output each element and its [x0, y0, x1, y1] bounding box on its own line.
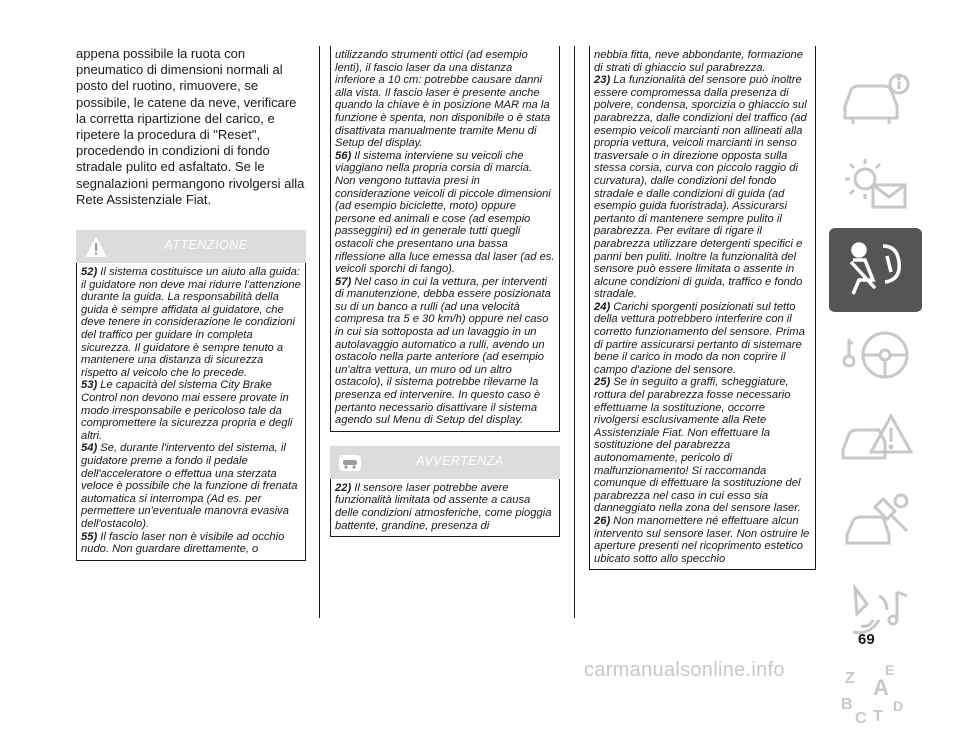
attenzione-box-continued	[330, 46, 560, 432]
note-text: Non manomettere né effettuare alcun intervento sul sensore laser. Non ostruire le aperture presenti nel ricoprimento estetico ubicato sotto allo specchio	[594, 514, 810, 565]
note-paragraph	[335, 482, 555, 532]
tab-emergency[interactable]	[829, 398, 922, 483]
page-number: 69	[858, 631, 875, 648]
multimedia-icon	[839, 576, 913, 642]
column-2	[330, 46, 560, 537]
note-text: Se in seguito a graffi, scheggiature, rottura del parabrezza fosse necessario effettuarne la sostituzione, occorre rivolgersi esclusivamente alla Rete Assistenziale Fiat. Non effettuare la sostituzione del parabrezza autonomamente, pericolo di malfunzionamento! Si raccomanda comunque di effettuare la sostituzione del parabrezza nel caso in cui esso sia danneggiato nella zona del sensore laser.	[594, 376, 801, 515]
note-text: Il sensore laser potrebbe avere funzionalità limitata od assente a causa delle condizioni atmosferiche, come pioggia battente, grandine, presenza di	[335, 481, 552, 532]
avvertenza-box	[330, 479, 560, 537]
note-paragraph	[81, 379, 301, 442]
note-paragraph	[81, 442, 301, 530]
note-text: Nel caso in cui la vettura, per interventi di manutenzione, debba essere posizionata su di un banco a rulli (ad una velocità compresa tra 5 e 30 km/h) oppure nel caso in cui sia sottoposta ad un lavaggio in un autolavaggio automatico a rulli, avendo un ostacolo nella parte anteriore (ad esempio un'altra vettura, un muro od un altro ostacolo), il sistema potrebbe rilevarne la presenza ed intervenire. In questo caso è pertanto necessario disattivare il sistema agendo sul Menu di Setup del display.	[335, 275, 551, 427]
note-paragraph	[81, 266, 301, 379]
note-text: nebbia fitta, neve abbondante, formazione di strati di ghiaccio sul parabrezza.	[594, 49, 803, 74]
index-letter: E	[885, 662, 895, 678]
note-number: 57)	[335, 275, 352, 288]
note-number: 55)	[81, 530, 98, 543]
column-divider	[574, 46, 575, 618]
index-letter: D	[893, 698, 904, 714]
index-letter: C	[855, 710, 867, 727]
avvertenza-box-continued	[589, 46, 816, 570]
tab-index[interactable]	[829, 653, 922, 737]
note-text: La funzionalità del sensore può inoltre essere compromessa dalla presenza di polvere, condensa, sporcizia o ghiaccio sul parabrezza, dalle condizioni del traffico (ad esempio veicoli marcianti non allineati alla propria vettura, veicoli marcianti in senso trasversale o in direzione opposta sulla stessa corsia, curva con piccolo raggio di curvatura), dalle condizioni del fondo stradale e dalle condizioni di guida (ad esempio guida fuoristrada). Assicurarsi pertanto di mantenere sempre pulito il parabrezza. Per evitare di rigare il parabrezza utilizzare detergenti specifici e panni ben puliti. Inoltre la funzionalità del sensore può essere limitata o assente in alcune condizioni di guida, traffico e fondo stradale.	[594, 74, 807, 301]
warning-lights-icon	[839, 151, 913, 217]
tab-car-info[interactable]	[829, 58, 922, 143]
attenzione-banner	[76, 230, 306, 263]
note-text: Il sistema interviene su veicoli che viaggiano nella propria corsia di marcia. Non vengono tuttavia presi in considerazione veicoli di piccole dimensioni (ad esempio biciclette, moto) oppure persone ed animali e cose (ad esempio passeggini) ed in generale tutti quegli ostacoli che presentano una bassa riflessione alla luce emessa dal laser (ad es. veicoli sporchi di fango).	[335, 149, 555, 276]
chapter-sidebar	[829, 58, 922, 737]
car-info-icon	[839, 66, 913, 132]
note-number: 56)	[335, 149, 352, 162]
index-letter: T	[873, 708, 883, 725]
maintenance-icon	[839, 491, 913, 557]
banner-title: AVVERTENZA	[416, 453, 504, 468]
note-text: Se, durante l'intervento del sistema, il guidatore preme a fondo il pedale dell'acceleratore o effettua una sterzata veloce è possibile che la funzione di frenata automatica si interrompa (Ad es. per permettere un'eventuale manovra evasiva dell'ostacolo).	[81, 442, 298, 530]
note-text: Le capacità del sistema City Brake Control non devono mai essere provate in modo irresponsabile e pericoloso tale da compromettere la sicurezza propria e degli altri.	[81, 379, 293, 442]
emergency-icon	[839, 406, 913, 472]
note-text: Il fascio laser non è visibile ad occhio nudo. Non guardare direttamente, o	[81, 530, 285, 556]
column-3	[589, 46, 816, 570]
note-number: 54)	[81, 442, 98, 455]
avvertenza-banner	[330, 446, 560, 479]
note-text: Carichi sporgenti posizionati sul tetto della vettura potrebbero interferire con il corretto funzionamento del sensore. Prima di partire assicurarsi pertanto di sistemare bene il carico in modo da non coprire il campo d'azione del sensore.	[594, 300, 805, 376]
index-letter: B	[841, 696, 853, 713]
note-paragraph	[81, 531, 301, 556]
note-number: 23)	[594, 74, 611, 87]
column-1	[76, 46, 306, 561]
safety-airbag-icon	[839, 236, 913, 302]
index-letter: A	[873, 675, 889, 700]
note-number: 26)	[594, 514, 611, 527]
note-paragraph	[594, 74, 811, 301]
note-text: utilizzando strumenti ottici (ad esempio lenti), il fascio laser da una distanza inferiore a 10 cm: potrebbe causare danni alla vista. Il fascio laser è presente anche quando la chiave è in posizione MAR ma la funzione è spenta, non disponibile o è stata disattivata manualmente tramite Menu di Setup del display.	[335, 49, 551, 150]
note-number: 24)	[594, 300, 611, 313]
note-paragraph	[335, 276, 555, 427]
tab-maintenance[interactable]	[829, 483, 922, 568]
note-paragraph	[594, 515, 811, 565]
column-divider	[319, 46, 320, 618]
note-paragraph	[594, 49, 811, 74]
note-paragraph	[335, 150, 555, 276]
key-steering-icon	[839, 321, 913, 387]
note-paragraph	[594, 301, 811, 377]
note-paragraph	[335, 49, 555, 150]
note-text: Il sistema costituisce un aiuto alla guida: il guidatore non deve mai ridurre l'attenzione durante la guida. La responsabilità della guida è sempre affidata al guidatore, che deve tenere in considerazione le condizioni del traffico per guidare in completa sicurezza. Il guidatore è sempre tenuto a mantenere una distanza di sicurezza rispetto al veicolo che lo precede.	[81, 266, 301, 379]
note-number: 25)	[594, 376, 611, 389]
attenzione-box	[76, 263, 306, 561]
note-number: 53)	[81, 379, 98, 392]
watermark: carmanualsonline.info	[584, 659, 785, 681]
index-letter: Z	[845, 670, 855, 687]
tab-multimedia[interactable]	[829, 568, 922, 653]
intro-paragraph: appena possibile la ruota con pneumatico di dimensioni normali al posto del ruotino, rimuovere, se possibile, le catene da neve, verificare la corretta ripartizione del carico, e ripetere la procedura di "Reset", procedendo in condizioni di fondo stradale pulito ed asfaltato. Se le segnalazioni permangono rivolgersi alla Rete Assistenziale Fiat.	[76, 46, 305, 207]
tab-safety[interactable]	[829, 228, 922, 313]
tab-starting-driving[interactable]	[829, 313, 922, 398]
note-number: 22)	[335, 481, 352, 494]
banner-title: ATTENZIONE	[164, 238, 248, 253]
note-number: 52)	[81, 266, 98, 279]
note-paragraph	[594, 376, 811, 515]
index-icon	[839, 661, 913, 727]
tab-warning-lights[interactable]	[829, 143, 922, 228]
